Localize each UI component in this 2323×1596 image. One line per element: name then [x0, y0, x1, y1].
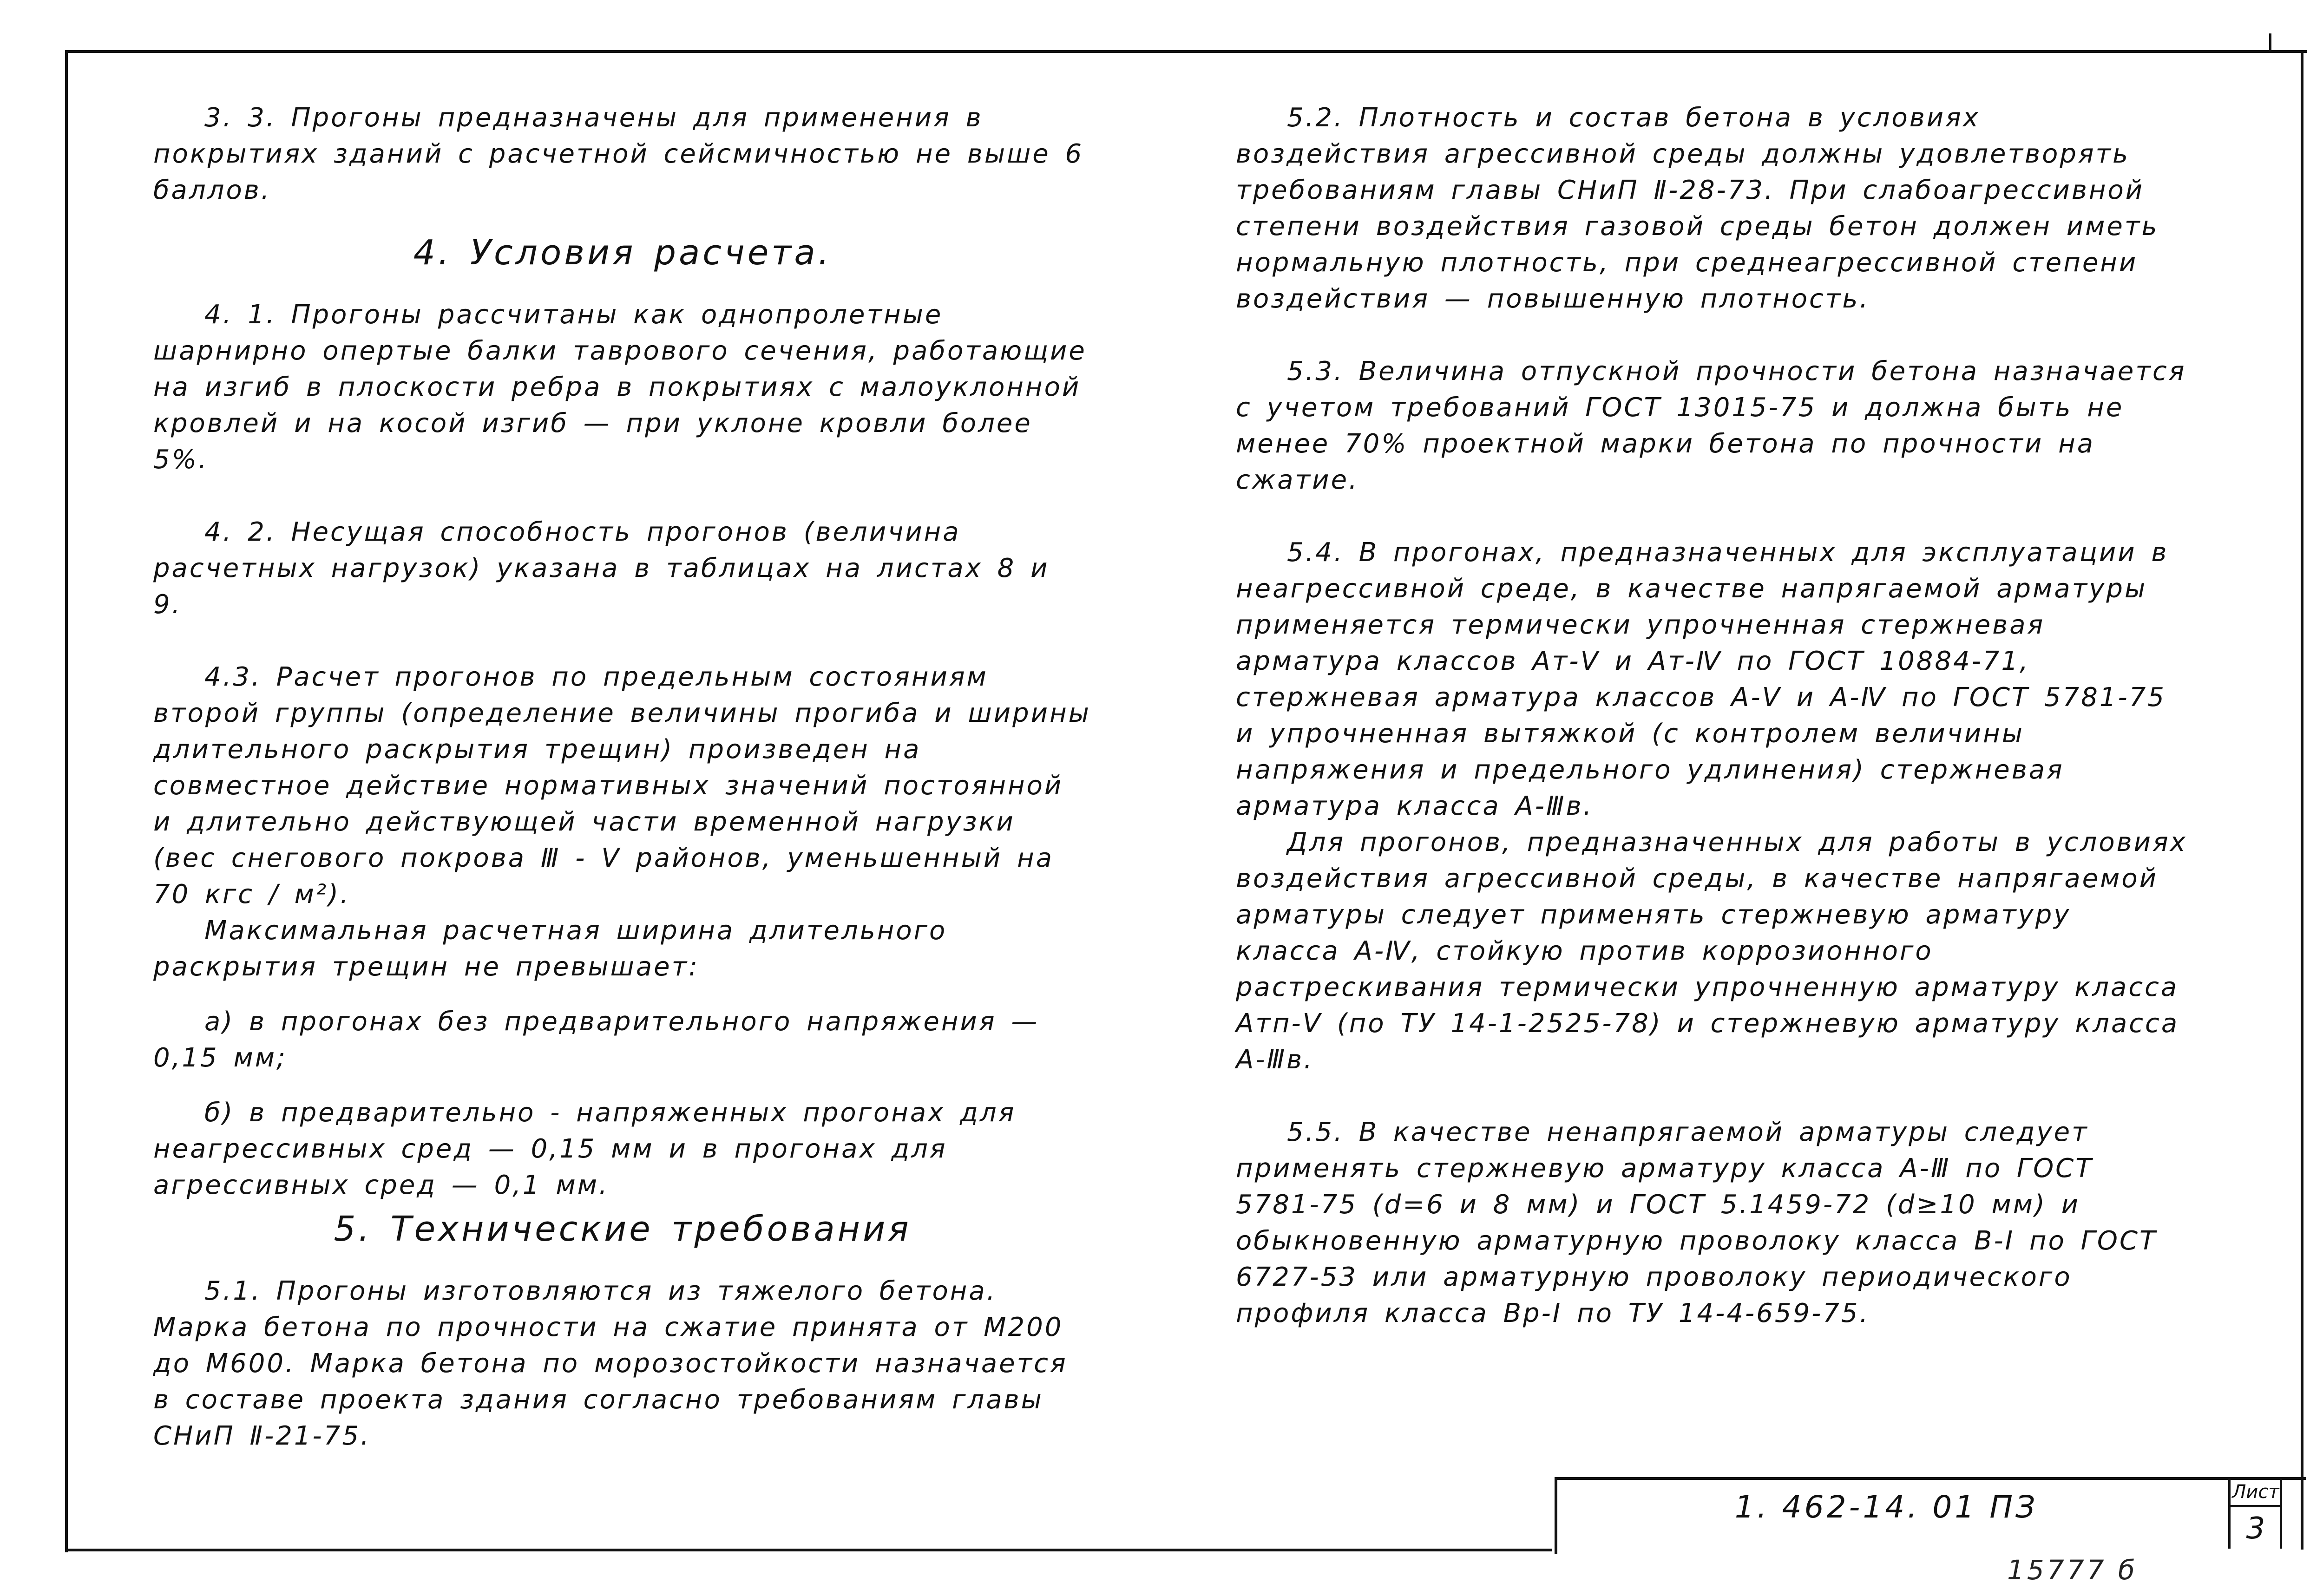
frame-corner-tick — [2269, 33, 2271, 52]
paragraph-4-3: 4.3. Расчет прогонов по предельным состояниям второй группы (определение величины прогиба и ширины длительного раскрытия трещин) произведен на совместное действие нормативных значений постоянной и длительно действующей части временной нагрузки (вес снегового покрова Ⅲ - Ⅴ районов, уменьшенный на 70 кгс / м²). — [153, 662, 1091, 909]
paragraph-5-5: 5.5. В качестве ненапрягаемой арматуры следует применять стержневую арматуру класса А-Ⅲ по ГОСТ 5781-75 (d=6 и 8 мм) и ГОСТ 5.1459-72 (d≥10 мм) и обыкновенную арматурную проволоку класса В-Ⅰ по ГОСТ 6727-53 или арматурную проволоку периодического профиля класса Вр-Ⅰ по ТУ 14-4-659-75. — [1236, 1117, 2158, 1328]
frame-right-border — [2301, 50, 2303, 1550]
frame-bottom-border — [65, 1549, 1552, 1551]
paragraph-4-2: 4. 2. Несущая способность прогонов (величина расчетных нагрузок) указана в таблицах на листах 8 и 9. — [153, 517, 1050, 620]
sheet-label: Лист — [2232, 1481, 2279, 1503]
paragraph-5-4-aggressive: Для прогонов, предназначенных для работы в условиях воздействия агрессивной среды, в качестве напрягаемой арматуры следует применять стержневую арматуру класса А-Ⅳ, стойкую против коррозионного растрескивания термически упрочненную арматуру класса Атп-Ⅴ (по ТУ 14-1-2525-78) и стержневую арматуру класса А-Ⅲв. — [1236, 827, 2187, 1075]
sheet-number: 3 — [2246, 1511, 2265, 1546]
section-heading-4: 4. Условия расчета. — [413, 233, 832, 273]
paragraph-5-2: 5.2. Плотность и состав бетона в условиях воздействия агрессивной среды должны удовлетворять требованиям главы СНиП Ⅱ-28-73. При слабоагрессивной степени воздействия газовой среды бетон должен иметь нормальную плотность, при среднеагрессивной степени воздействия — повышенную плотность. — [1236, 103, 2159, 314]
right-text-column — [1236, 100, 2188, 1332]
paragraph-5-4: 5.4. В прогонах, предназначенных для эксплуатации в неагрессивной среде, в качестве напрягаемой арматуры применяется термически упрочненная стержневая арматура классов Ат-Ⅴ и Ат-Ⅳ по ГОСТ 10884-71, стержневая арматура классов А-Ⅴ и А-Ⅳ по ГОСТ 5781-75 и упрочненная вытяжкой (с контролем величины напряжения и предельного удлинения) стержневая арматура класса А-Ⅲв. — [1236, 537, 2169, 821]
paragraph-4-3-max-width: Максимальная расчетная ширина длительного раскрытия трещин не превышает: — [153, 916, 947, 982]
paragraph-3-3: 3. 3. Прогоны предназначены для применения в покрытиях зданий с расчетной сейсмичностью не выше 6 баллов. — [153, 103, 1084, 205]
paragraph-5-1: 5.1. Прогоны изготовляются из тяжелого бетона. Марка бетона по прочности на сжатие принята от М200 до М600. Марка бетона по морозостойкости назначается в составе проекта здания согласно требованиям главы СНиП Ⅱ-21-75. — [153, 1276, 1068, 1451]
paragraph-4-3-item-b: б) в предварительно - напряженных прогонах для неагрессивных сред — 0,15 мм и в прогонах для агрессивных сред — 0,1 мм. — [153, 1098, 1016, 1200]
sheet-cell-divider — [2228, 1505, 2282, 1507]
left-text-column — [153, 100, 1092, 1454]
document-code: 1. 462-14. 01 ПЗ — [1734, 1489, 2038, 1525]
section-heading-5: 5. Технические требования — [334, 1209, 912, 1249]
archive-number: 15777 б — [2007, 1554, 2138, 1586]
paragraph-4-3-item-a: а) в прогонах без предварительного напряжения — 0,15 мм; — [153, 1007, 1039, 1073]
paragraph-4-1: 4. 1. Прогоны рассчитаны как однопролетные шарнирно опертые балки таврового сечения, работающие на изгиб в плоскости ребра в покрытиях с малоуклонной кровлей и на косой изгиб — при уклоне кровли более 5%. — [153, 300, 1087, 475]
paragraph-5-3: 5.3. Величина отпускной прочности бетона назначается с учетом требований ГОСТ 13015-75 и должна быть не менее 70% проектной марки бетона по прочности на сжатие. — [1236, 356, 2186, 495]
